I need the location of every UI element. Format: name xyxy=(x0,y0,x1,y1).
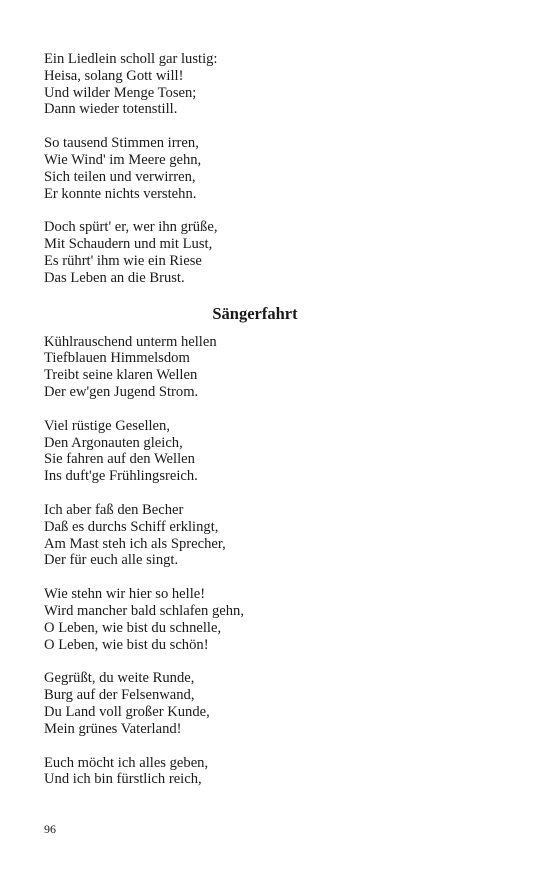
stanza xyxy=(44,219,474,286)
page-number: 96 xyxy=(44,822,56,836)
verse-line: Dann wieder totenstill. xyxy=(44,101,178,118)
stanza xyxy=(44,418,474,485)
verse-line: Mit Schaudern und mit Lust, xyxy=(44,236,213,253)
verse-line: Wie stehn wir hier so helle! xyxy=(44,586,206,603)
verse-line: Kühlrauschend unterm hellen xyxy=(44,333,217,350)
verse-line: Mein grünes Vaterland! xyxy=(44,720,182,737)
stanza xyxy=(44,755,474,789)
verse-line: Du Land voll großer Kunde, xyxy=(44,703,210,720)
verse-line: O Leben, wie bist du schön! xyxy=(44,636,209,653)
verse-line: Heisa, solang Gott will! xyxy=(44,67,184,84)
verse-line: So tausend Stimmen irren, xyxy=(44,135,199,152)
verse-line: Daß es durchs Schiff erklingt, xyxy=(44,518,219,535)
verse-line: Der für euch alle singt. xyxy=(44,552,179,569)
verse-line: Ins duft'ge Frühlingsreich. xyxy=(44,468,198,485)
verse-line: Und wilder Menge Tosen; xyxy=(44,84,197,101)
verse-line: Ich aber faß den Becher xyxy=(44,501,184,518)
verse-line: Viel rüstige Gesellen, xyxy=(44,417,170,434)
stanza xyxy=(44,135,474,202)
verse-line: Burg auf der Felsenwand, xyxy=(44,687,195,704)
stanza xyxy=(44,51,474,118)
stanza xyxy=(44,586,474,653)
page-text xyxy=(44,51,474,805)
verse-line: Ein Liedlein scholl gar lustig: xyxy=(44,51,218,67)
verse-line: Den Argonauten gleich, xyxy=(44,434,183,451)
verse-line: O Leben, wie bist du schnelle, xyxy=(44,619,222,636)
verse-line: Am Mast steh ich als Sprecher, xyxy=(44,535,226,552)
verse-line: Und ich bin fürstlich reich, xyxy=(44,771,202,788)
verse-line: Doch spürt' er, wer ihn grüße, xyxy=(44,219,218,236)
stanza xyxy=(44,502,474,569)
verse-line: Sich teilen und verwirren, xyxy=(44,168,196,185)
verse-line: Euch möcht ich alles geben, xyxy=(44,754,209,771)
verse-line: Sie fahren auf den Wellen xyxy=(44,451,195,468)
verse-line: Das Leben an die Brust. xyxy=(44,269,185,286)
verse-line: Er konnte nichts verstehn. xyxy=(44,185,197,202)
stanza xyxy=(44,334,474,401)
verse-line: Tiefblauen Himmelsdom xyxy=(44,350,190,367)
poem-title: Sängerfahrt xyxy=(212,303,298,323)
verse-line: Treibt seine klaren Wellen xyxy=(44,367,198,384)
verse-line: Der ew'gen Jugend Strom. xyxy=(44,383,199,400)
verse-line: Gegrüßt, du weite Runde, xyxy=(44,670,195,687)
stanza xyxy=(44,670,474,737)
verse-line: Wird mancher bald schlafen gehn, xyxy=(44,602,244,619)
verse-line: Es rührt' ihm wie ein Riese xyxy=(44,252,202,269)
verse-line: Wie Wind' im Meere gehn, xyxy=(44,151,202,168)
